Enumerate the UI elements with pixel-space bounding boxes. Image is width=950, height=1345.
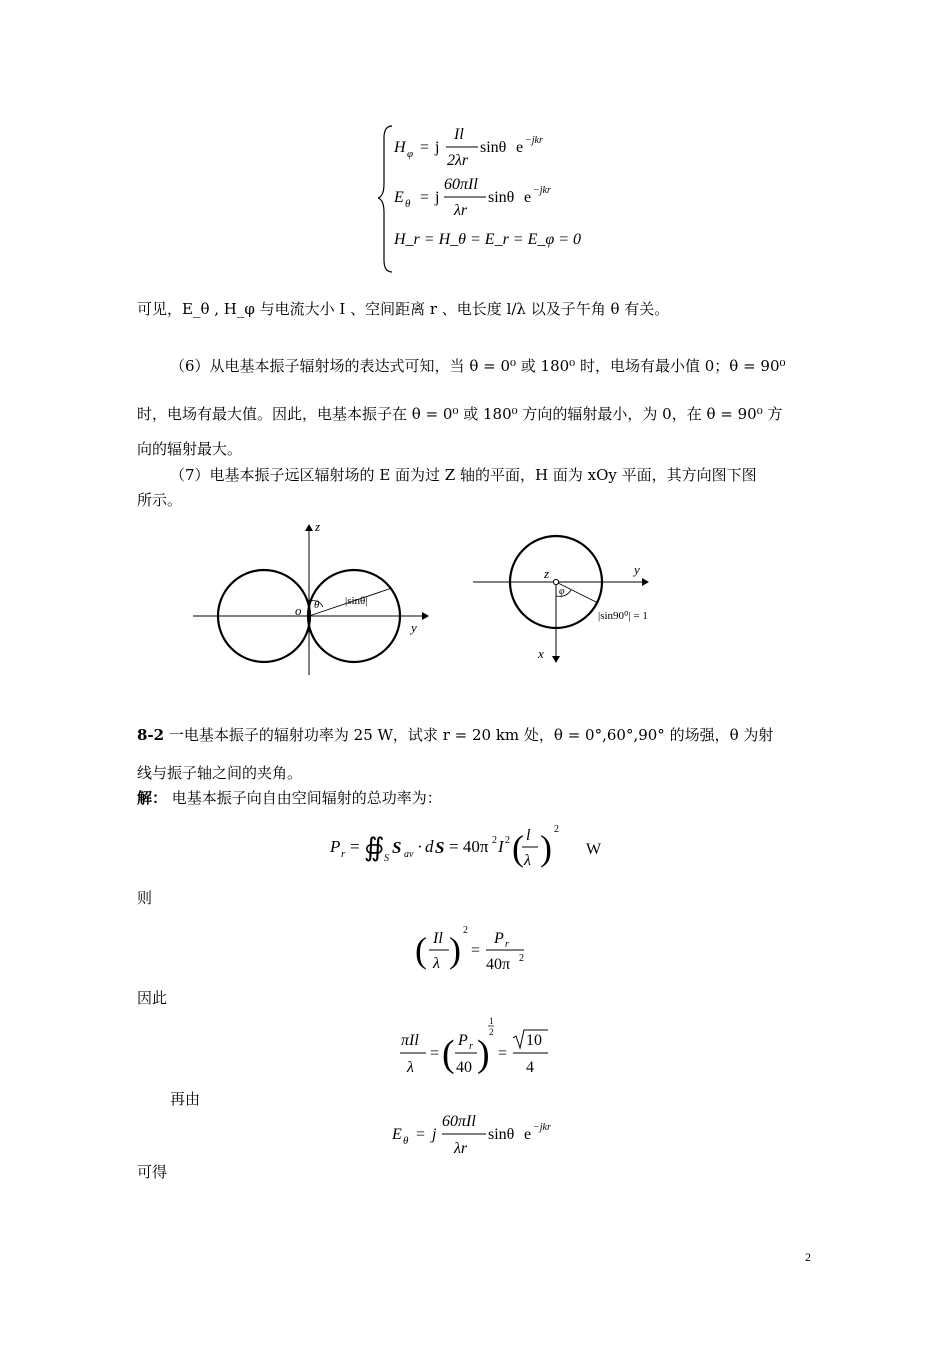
eq1-exponent: −jkr — [525, 135, 543, 146]
svg-text:=: = — [416, 1126, 426, 1143]
svg-text:60πIl: 60πIl — [442, 1113, 476, 1130]
svg-text:l: l — [526, 827, 531, 844]
eq2-exponent: −jkr — [533, 185, 551, 196]
paragraph-dependence: 可见，E_θ , H_φ 与电流大小 I 、空间距离 r 、电长度 l/λ 以及子午角 θ 有关。 — [137, 300, 670, 318]
problem-text-line1: 一电基本振子的辐射功率为 25 W，试求 r = 20 km 处，θ = 0°,60°,90° 的场强，θ 为射 — [168, 726, 774, 744]
svg-text:r: r — [469, 1041, 473, 1052]
page-number: 2 — [805, 1250, 811, 1264]
theta-label: θ — [314, 599, 320, 611]
svg-text:2: 2 — [505, 835, 510, 846]
pi-il-lambda-equation — [398, 1012, 558, 1082]
e-theta-subscript: θ — [405, 198, 411, 210]
svg-text:2: 2 — [554, 824, 559, 835]
h-phi-symbol: H — [394, 139, 406, 156]
y-axis-label: y — [411, 620, 417, 635]
svg-text:= 40π: = 40π — [449, 837, 489, 856]
svg-text:πIl: πIl — [401, 1032, 419, 1049]
svg-text:S: S — [392, 838, 402, 857]
svg-text:av: av — [404, 849, 414, 860]
svg-text:P: P — [458, 1032, 468, 1049]
svg-text:=: = — [471, 942, 481, 959]
eq1-denominator: 2λr — [447, 152, 469, 169]
svg-text:1: 1 — [489, 1016, 494, 1026]
phi-label: φ — [559, 586, 565, 597]
field-equation-system — [378, 118, 588, 276]
result-label: 可得 — [137, 1163, 168, 1181]
eq3-zero-fields: H_r = H_θ = E_r = E_φ = 0 — [394, 231, 582, 248]
svg-text:=: = — [350, 837, 360, 856]
svg-text:r: r — [341, 848, 346, 860]
e-theta-symbol: E — [394, 189, 404, 206]
svg-text:r: r — [505, 939, 509, 950]
svg-text:e: e — [524, 1126, 532, 1143]
svg-text:S: S — [384, 853, 389, 864]
svg-text:): ) — [477, 1033, 490, 1075]
svg-text:∯: ∯ — [364, 833, 385, 862]
svg-text:sinθ: sinθ — [488, 1126, 515, 1143]
svg-text:(: ( — [442, 1033, 455, 1075]
svg-text:P: P — [330, 837, 341, 856]
therefore-label: 因此 — [137, 989, 168, 1007]
svg-text:·: · — [417, 837, 423, 856]
eq1-numerator: Il — [454, 126, 464, 143]
again-label: 再由 — [170, 1090, 201, 1108]
eq1-equals: = — [420, 139, 430, 156]
current-moment-equation — [415, 920, 545, 980]
paragraph-item-6-line1: （6）从电基本振子辐射场的表达式可知，当 θ = 0⁰ 或 180⁰ 时，电场有最小值 0；θ = 90⁰ — [170, 357, 786, 375]
e-theta-equation — [390, 1108, 570, 1162]
y-axis-label-right: y — [634, 562, 640, 577]
svg-text:2: 2 — [489, 1027, 494, 1037]
eq2-e: e — [524, 189, 532, 206]
solution-intro-text: 电基本振子向自由空间辐射的总功率为： — [171, 789, 442, 807]
e-plane-pattern-figure — [185, 515, 435, 685]
eq1-e: e — [516, 139, 524, 156]
svg-text:j: j — [432, 1126, 437, 1143]
problem-statement-line2: 线与振子轴之间的夹角。 — [137, 764, 303, 782]
solution-label: 解： — [137, 789, 168, 807]
eq1-j: j — [435, 139, 440, 156]
h-plane-pattern-figure — [470, 530, 670, 670]
svg-text:W: W — [586, 841, 602, 858]
svg-text:): ) — [449, 930, 461, 970]
svg-text:(: ( — [415, 930, 427, 970]
svg-text:I: I — [498, 837, 504, 856]
svg-text:): ) — [540, 828, 552, 868]
then-label: 则 — [137, 889, 153, 907]
origin-dot — [553, 579, 558, 584]
svg-text:10: 10 — [526, 1032, 542, 1049]
svg-text:Il: Il — [433, 930, 443, 947]
eq2-sin: sinθ — [488, 189, 515, 206]
left-brace — [378, 126, 392, 272]
paragraph-item-6-line3: 向的辐射最大。 — [137, 440, 243, 458]
sin-theta-label: |sinθ| — [345, 595, 368, 607]
eq2-numerator: 60πIl — [444, 176, 478, 193]
z-axis-label-right: z — [544, 566, 550, 581]
problem-statement-line1 — [137, 724, 773, 746]
h-phi-subscript: φ — [407, 148, 414, 160]
svg-text:40π: 40π — [486, 956, 511, 973]
svg-text:40: 40 — [456, 1059, 472, 1076]
svg-text:=: = — [498, 1045, 508, 1062]
svg-text:2: 2 — [463, 925, 468, 936]
paragraph-item-6-line2: 时，电场有最大值。因此，电基本振子在 θ = 0⁰ 或 180⁰ 方向的辐射最小，为 0，在 θ = 90⁰ 方 — [137, 405, 783, 423]
svg-text:λr: λr — [454, 1140, 468, 1157]
svg-text:2: 2 — [519, 953, 524, 964]
svg-text:P: P — [494, 930, 504, 947]
solution-intro — [137, 787, 442, 809]
paragraph-item-7-line1: （7）电基本振子远区辐射场的 E 面为过 Z 轴的平面，H 面为 xOy 平面，其方向图下图 — [170, 466, 757, 484]
svg-text:−jkr: −jkr — [533, 1122, 551, 1133]
sin90-label: |sin90⁰| = 1 — [598, 610, 648, 622]
svg-text:4: 4 — [526, 1059, 534, 1076]
svg-text:λ: λ — [433, 955, 440, 972]
x-axis-label: x — [538, 646, 544, 661]
svg-text:λ: λ — [407, 1059, 414, 1076]
svg-text:θ: θ — [403, 1135, 409, 1147]
paragraph-item-7-line2: 所示。 — [137, 491, 183, 509]
z-axis-label: z — [315, 519, 321, 534]
svg-text:d: d — [425, 837, 434, 856]
origin-label: o — [295, 603, 302, 618]
eq2-denominator: λr — [454, 202, 468, 219]
svg-text:=: = — [430, 1045, 440, 1062]
svg-text:S: S — [435, 838, 445, 857]
eq2-equals: = — [420, 189, 430, 206]
svg-text:(: ( — [512, 828, 524, 868]
svg-text:2: 2 — [492, 835, 497, 846]
svg-text:λ: λ — [524, 852, 531, 869]
svg-text:E: E — [392, 1126, 402, 1143]
problem-number: 8-2 — [137, 726, 165, 744]
eq2-j: j — [435, 189, 440, 206]
eq1-sin: sinθ — [480, 139, 507, 156]
power-equation — [328, 818, 618, 878]
